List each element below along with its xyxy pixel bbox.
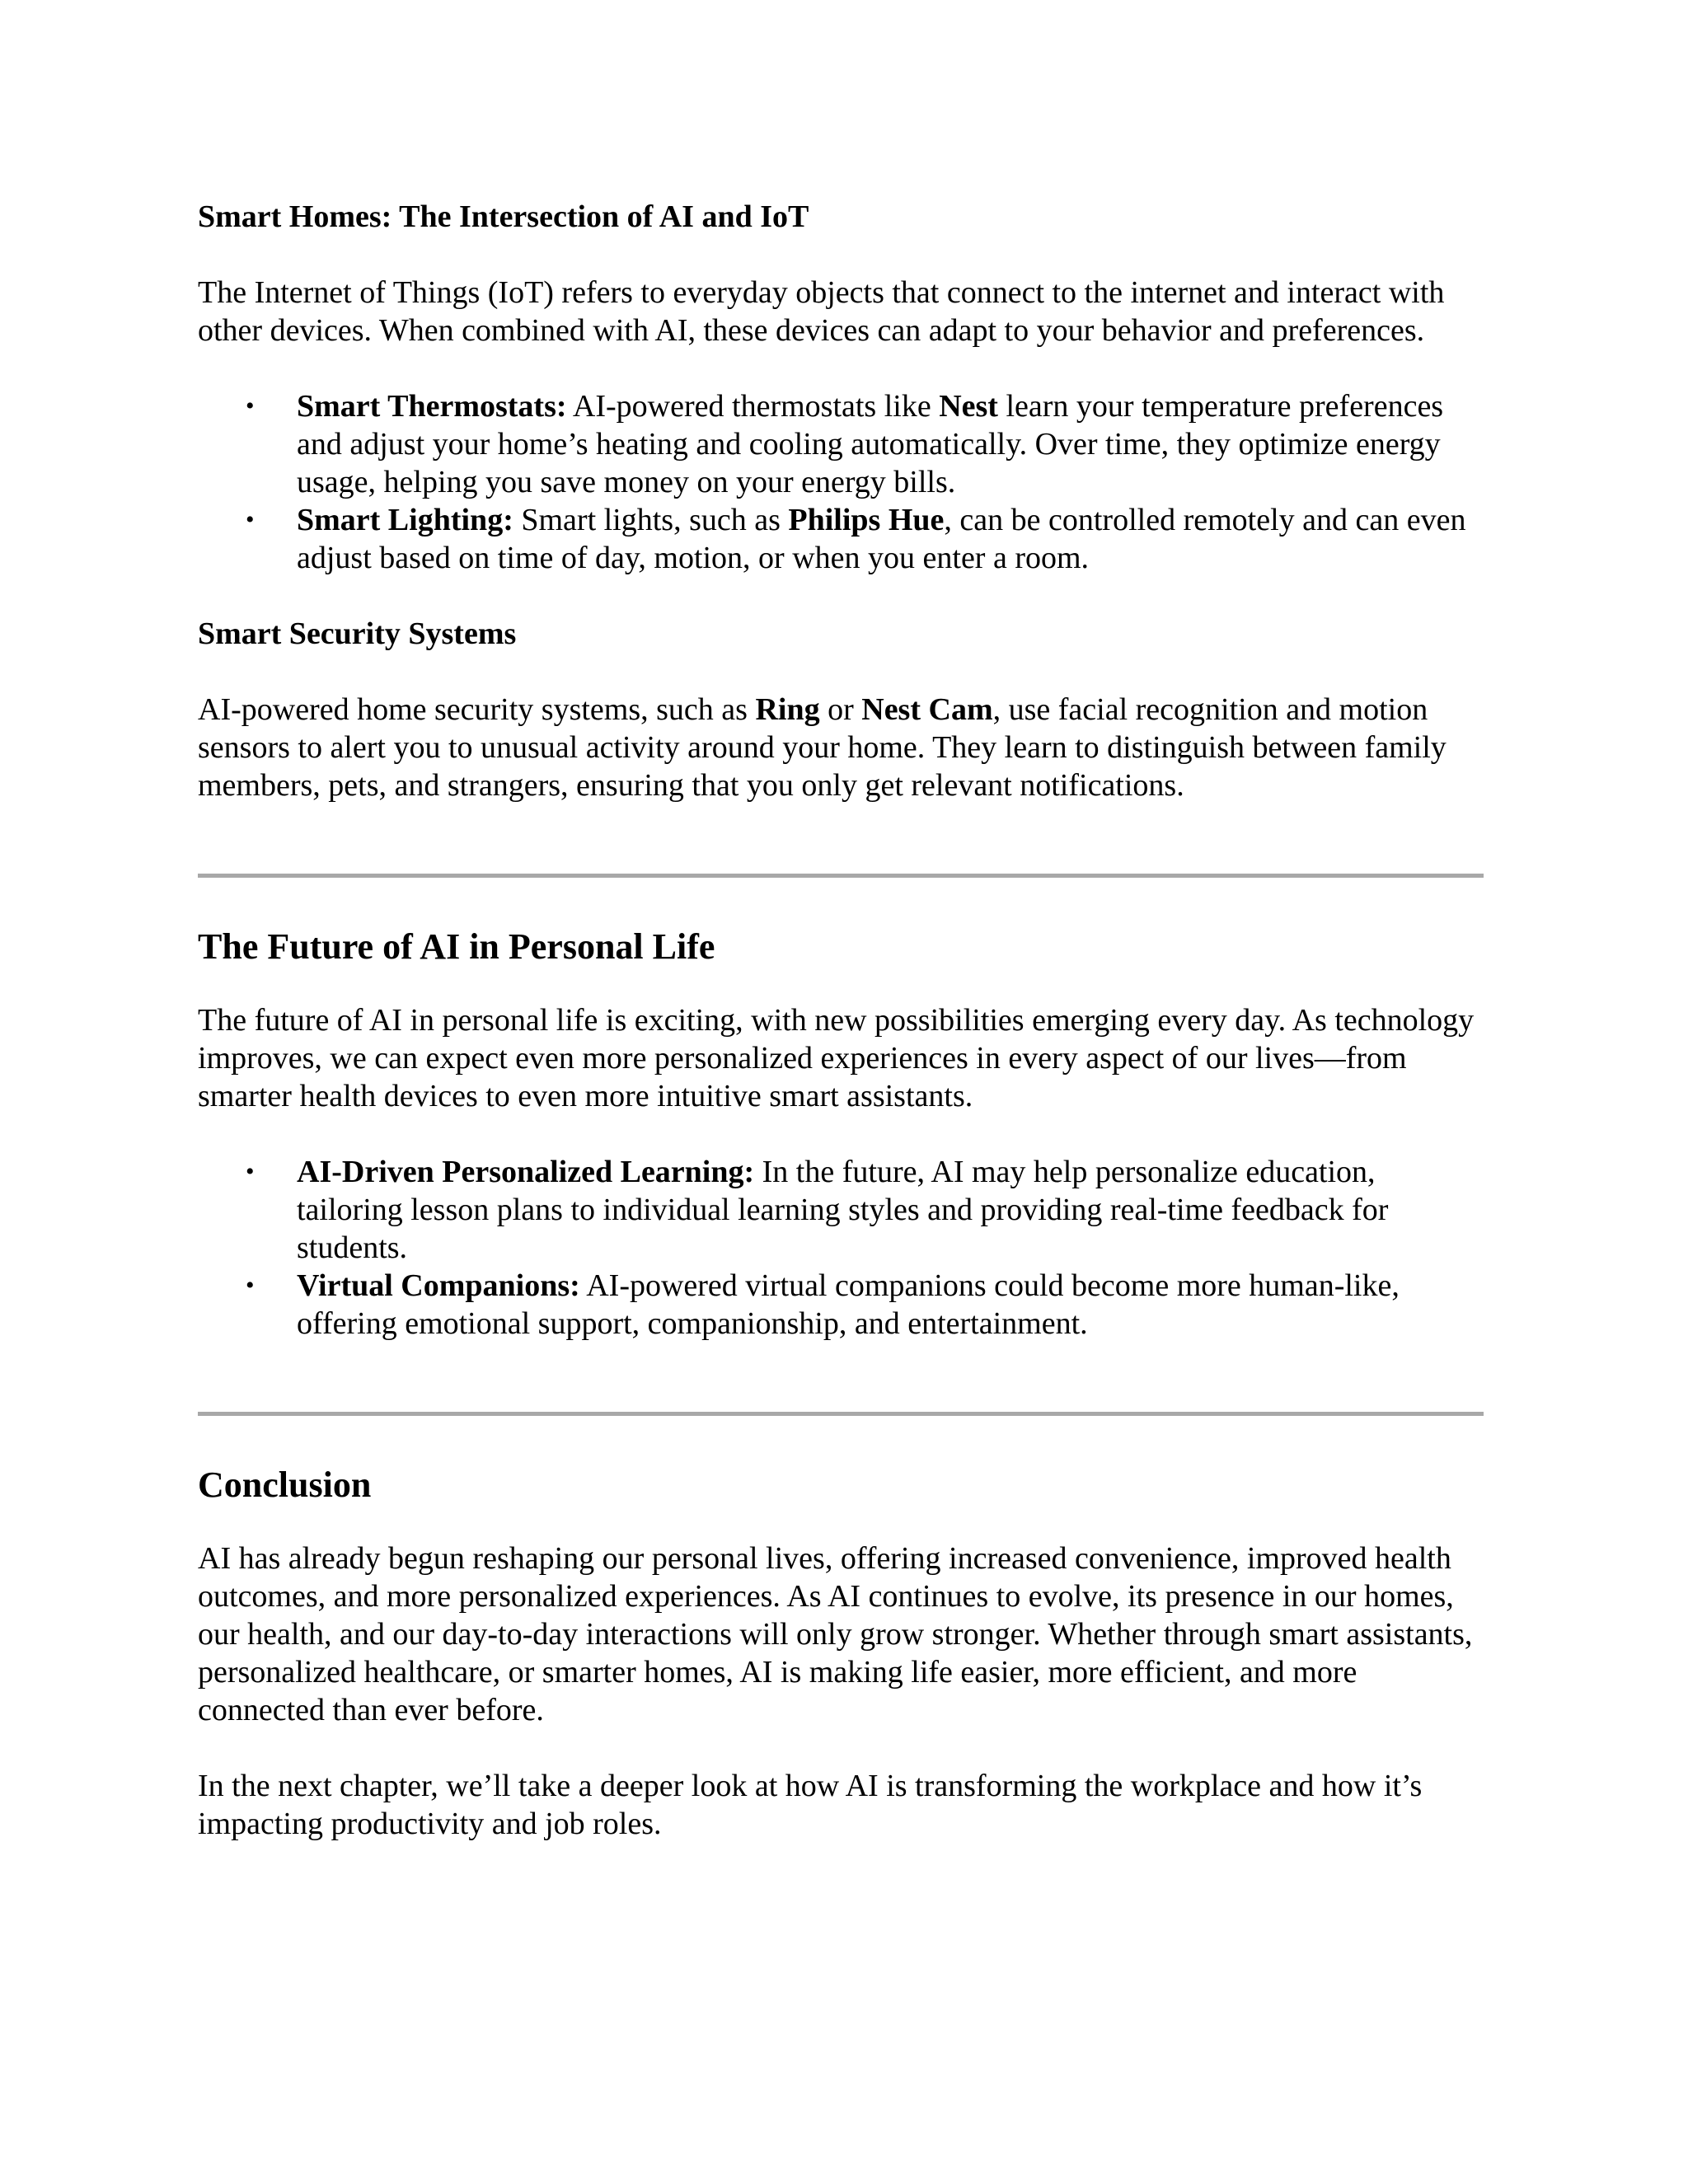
- bullet-icon: •: [246, 1158, 255, 1185]
- smart-homes-heading: Smart Homes: The Intersection of AI and IoT: [198, 199, 809, 234]
- security-text: or: [819, 692, 862, 727]
- bullet-text: Smart lights, such as: [513, 503, 789, 537]
- security-paragraph: [198, 691, 1484, 804]
- bullet-text: AI-powered thermostats like: [566, 389, 940, 424]
- list-item: [246, 387, 1484, 501]
- brand-name: Philips Hue: [788, 503, 945, 537]
- conclusion-paragraph-2: In the next chapter, we’ll take a deeper look at how AI is transforming the workplace and how it’s impacting productivity and job roles.: [198, 1769, 1423, 1841]
- bullet-text: In the future, AI may help personalize education, tailoring lesson plans to individual learning styles and providing real-time feedback for students.: [297, 1155, 1389, 1265]
- bullet-term: Virtual Companions:: [297, 1268, 580, 1303]
- future-heading: The Future of AI in Personal Life: [198, 926, 715, 967]
- bullet-term: Smart Thermostats:: [297, 389, 567, 424]
- bullet-text: learn your temperature preferences and adjust your home’s heating and cooling automatically. Over time, they optimize energy usage, helping you save money on your energy bills.: [297, 389, 1444, 499]
- bullet-icon: •: [246, 392, 255, 419]
- bullet-term: AI-Driven Personalized Learning:: [297, 1155, 755, 1189]
- future-intro: The future of AI in personal life is exciting, with new possibilities emerging every day. As technology improves, we can expect even more personalized experiences in every aspect of our lives—from smarter health devices to even more intuitive smart assistants.: [198, 1003, 1475, 1113]
- security-text: , use facial recognition and motion sensors to alert you to unusual activity around your home. They learn to distinguish between family members, pets, and strangers, ensuring that you only get relevant notifications.: [198, 692, 1447, 803]
- smart-homes-intro: The Internet of Things (IoT) refers to everyday objects that connect to the internet and interact with other devices. When combined with AI, these devices can adapt to your behavior and preferences.: [198, 275, 1445, 348]
- document-page: [198, 198, 1484, 1843]
- brand-name: Nest Cam: [861, 692, 993, 727]
- brand-name: Ring: [755, 692, 820, 727]
- bullet-icon: •: [246, 506, 255, 533]
- bullet-text: , can be controlled remotely and can even adjust based on time of day, motion, or when you enter a room.: [297, 503, 1466, 575]
- smart-homes-bullet-list: [198, 387, 1484, 577]
- list-item: [246, 501, 1484, 577]
- bullet-icon: •: [246, 1272, 255, 1299]
- bullet-term: Smart Lighting:: [297, 503, 513, 537]
- security-text: AI-powered home security systems, such as: [198, 692, 756, 727]
- conclusion-heading: Conclusion: [198, 1465, 372, 1505]
- security-heading: Smart Security Systems: [198, 616, 517, 651]
- brand-name: Nest: [939, 389, 998, 424]
- future-bullet-list: [198, 1153, 1484, 1343]
- conclusion-paragraph-1: AI has already begun reshaping our personal lives, offering increased convenience, improved health outcomes, and more personalized experiences. As AI continues to evolve, its presence in our homes, our health, and our day-to-day interactions will only grow stronger. Whether through smart assistants, personalized healthcare, or smarter homes, AI is making life easier, more efficient, and more connected than ever before.: [198, 1541, 1473, 1727]
- bullet-text: AI-powered virtual companions could become more human-like, offering emotional support, companionship, and entertainment.: [297, 1268, 1400, 1341]
- list-item: [246, 1153, 1484, 1267]
- list-item: [246, 1267, 1484, 1343]
